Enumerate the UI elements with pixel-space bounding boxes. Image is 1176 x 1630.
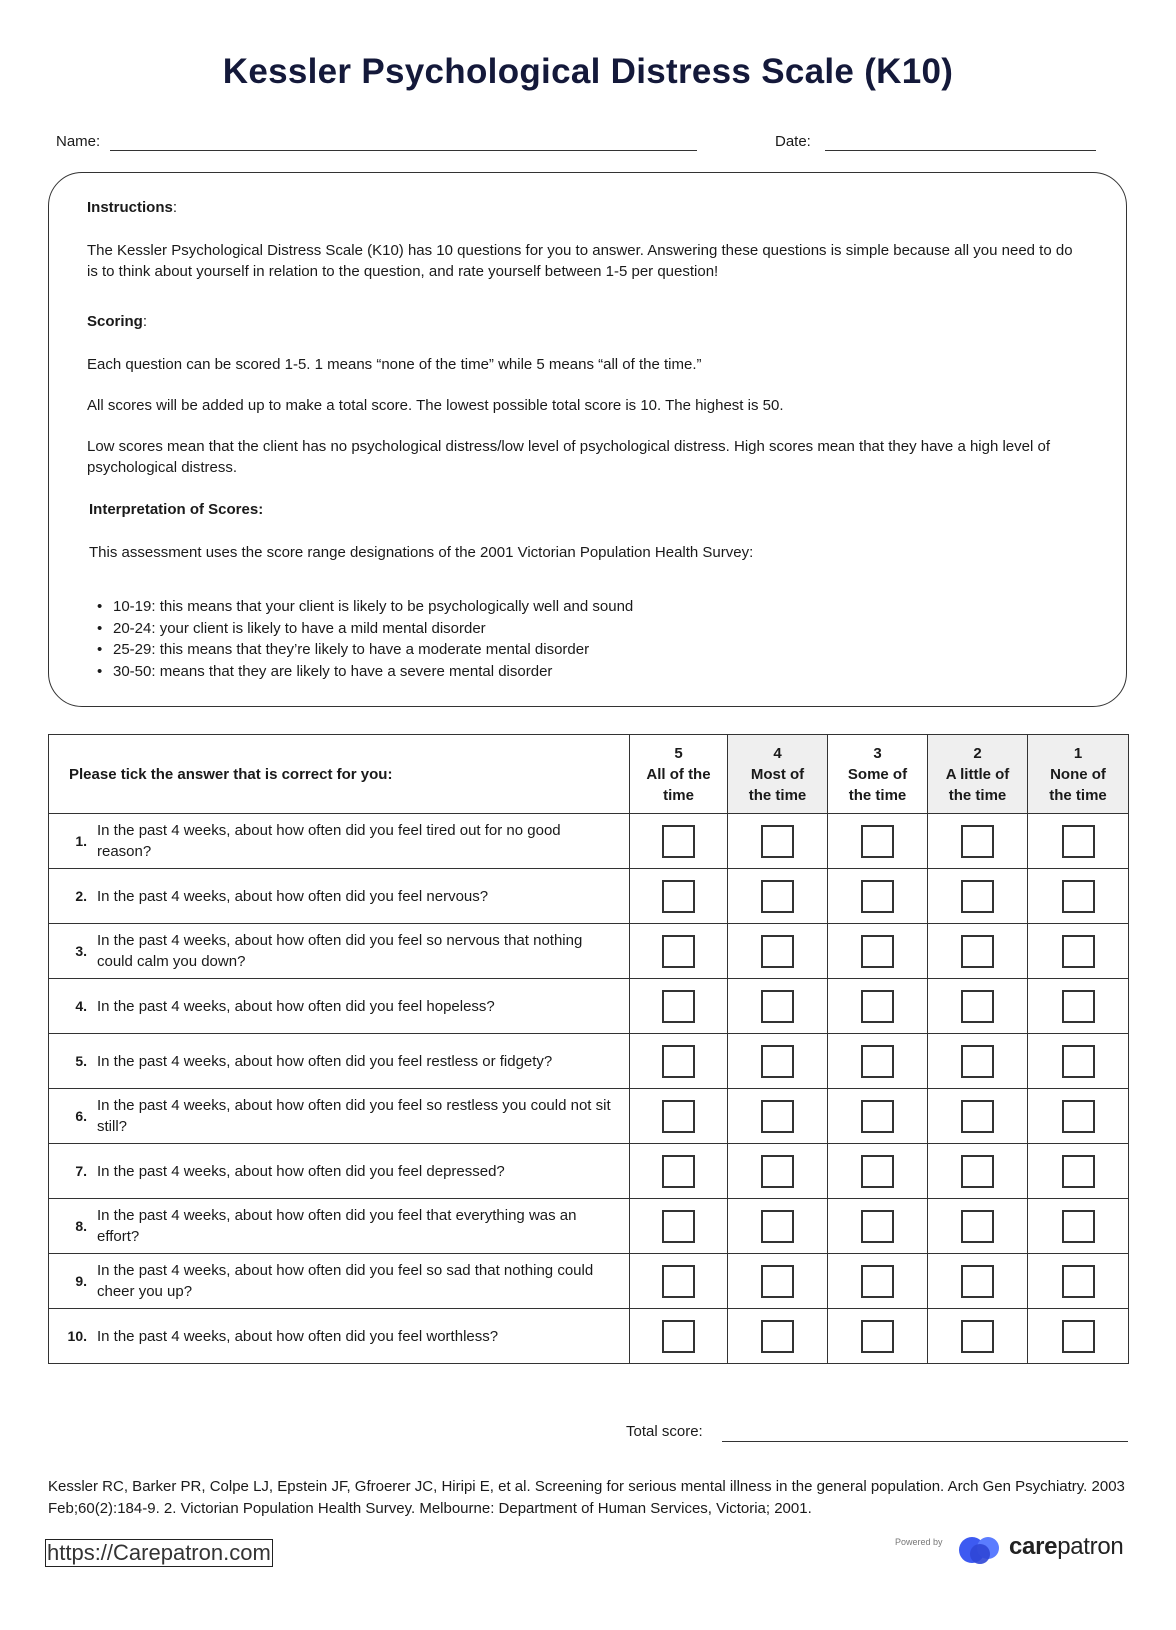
table-row: [49, 1309, 1129, 1364]
answer-cell: [1028, 1034, 1129, 1089]
question-text: In the past 4 weeks, about how often did you feel so sad that nothing could cheer you up?: [97, 1262, 594, 1300]
powered-by-label: Powered by: [895, 1537, 943, 1547]
checkbox-score-2[interactable]: [961, 1210, 994, 1243]
answer-cell: [928, 1309, 1028, 1364]
checkbox-score-5[interactable]: [662, 1100, 695, 1133]
checkbox-score-3[interactable]: [861, 990, 894, 1023]
checkbox-score-4[interactable]: [761, 1155, 794, 1188]
carepatron-link[interactable]: https://Carepatron.com: [47, 1540, 271, 1565]
answer-cell: [728, 1254, 828, 1309]
answer-cell: [728, 1199, 828, 1254]
question-number: 7.: [75, 1163, 87, 1179]
question-number: 3.: [75, 943, 87, 959]
question-cell: [49, 979, 630, 1034]
checkbox-score-3[interactable]: [861, 1265, 894, 1298]
table-row: [49, 1144, 1129, 1199]
table-row: [49, 1199, 1129, 1254]
question-number: 2.: [75, 888, 87, 904]
checkbox-score-2[interactable]: [961, 1045, 994, 1078]
question-text: In the past 4 weeks, about how often did you feel so nervous that nothing could calm you down?: [97, 932, 583, 970]
checkbox-score-4[interactable]: [761, 880, 794, 913]
checkbox-score-2[interactable]: [961, 1155, 994, 1188]
table-row: [49, 979, 1129, 1034]
answer-cell: [728, 1089, 828, 1144]
option-header-3: 3 Some of the time: [828, 735, 928, 814]
checkbox-score-5[interactable]: [662, 1045, 695, 1078]
answer-cell: [728, 869, 828, 924]
answer-cell: [928, 1144, 1028, 1199]
carepatron-brand: carepatron: [1009, 1533, 1124, 1560]
answer-cell: [1028, 1309, 1129, 1364]
question-number: 8.: [75, 1218, 87, 1234]
question-text: In the past 4 weeks, about how often did you feel worthless?: [97, 1327, 499, 1345]
question-cell: [49, 814, 630, 869]
checkbox-score-1[interactable]: [1062, 1265, 1095, 1298]
page-title: Kessler Psychological Distress Scale (K10): [222, 52, 954, 91]
option-header-4: 4 Most of the time: [728, 735, 828, 814]
checkbox-score-1[interactable]: [1062, 1210, 1095, 1243]
instructions-text: The Kessler Psychological Distress Scale (K10) has 10 questions for you to answer. Answering these questions is simple because all you need to do is to think about yourself in relation to the question, and rate yourself between 1-5 per question!: [87, 242, 1073, 280]
answer-cell: [630, 1034, 728, 1089]
answer-cell: [630, 1089, 728, 1144]
question-number: 1.: [75, 833, 87, 849]
answer-cell: [630, 924, 728, 979]
question-cell: [49, 1309, 630, 1364]
answer-cell: [828, 1199, 928, 1254]
date-field[interactable]: [825, 150, 1096, 151]
answer-cell: [1028, 814, 1129, 869]
name-field[interactable]: [110, 150, 697, 151]
checkbox-score-4[interactable]: [761, 990, 794, 1023]
checkbox-score-1[interactable]: [1062, 990, 1095, 1023]
answer-cell: [828, 814, 928, 869]
question-text: In the past 4 weeks, about how often did you feel nervous?: [97, 887, 489, 905]
option-header-5: 5 All of the time: [630, 735, 728, 814]
question-text: In the past 4 weeks, about how often did you feel hopeless?: [97, 997, 495, 1015]
instructions-panel: [48, 172, 1127, 707]
checkbox-score-5[interactable]: [662, 825, 695, 858]
answer-cell: [630, 814, 728, 869]
checkbox-score-3[interactable]: [861, 935, 894, 968]
answer-cell: [630, 979, 728, 1034]
table-row: [49, 1254, 1129, 1309]
interpretation-list: [89, 596, 633, 682]
answer-cell: [630, 869, 728, 924]
checkbox-score-2[interactable]: [961, 1265, 994, 1298]
question-number: 9.: [75, 1273, 87, 1289]
checkbox-score-5[interactable]: [662, 1265, 695, 1298]
scoring-text-1: Each question can be scored 1-5. 1 means “none of the time” while 5 means “all of the time.”: [87, 356, 702, 373]
answer-cell: [928, 869, 1028, 924]
answer-cell: [828, 924, 928, 979]
checkbox-score-4[interactable]: [761, 1045, 794, 1078]
interpretation-heading: Interpretation of Scores:: [89, 501, 264, 518]
list-item: • 10-19: this means that your client is likely to be psychologically well and sound: [97, 598, 634, 615]
checkbox-score-3[interactable]: [861, 825, 894, 858]
option-header-2: 2 A little of the time: [928, 735, 1028, 814]
answer-cell: [928, 814, 1028, 869]
checkbox-score-1[interactable]: [1062, 1045, 1095, 1078]
answer-cell: [1028, 1144, 1129, 1199]
checkbox-score-4[interactable]: [761, 1320, 794, 1353]
checkbox-score-2[interactable]: [961, 990, 994, 1023]
checkbox-score-2[interactable]: [961, 825, 994, 858]
checkbox-score-3[interactable]: [861, 1045, 894, 1078]
list-item: • 30-50: means that they are likely to have a severe mental disorder: [97, 662, 553, 680]
answer-cell: [728, 1309, 828, 1364]
checkbox-score-5[interactable]: [662, 1320, 695, 1353]
answer-cell: [630, 1309, 728, 1364]
k10-questionnaire-table: [48, 734, 1129, 1364]
answer-cell: [1028, 1254, 1129, 1309]
carepatron-logo-icon: [958, 1534, 1006, 1566]
answer-cell: [928, 1199, 1028, 1254]
list-item: • 20-24: your client is likely to have a mild mental disorder: [97, 619, 486, 637]
name-label: Name:: [56, 133, 101, 150]
question-text: In the past 4 weeks, about how often did you feel so restless you could not sit still?: [97, 1097, 611, 1135]
answer-cell: [828, 1144, 928, 1199]
checkbox-score-5[interactable]: [662, 935, 695, 968]
checkbox-score-1[interactable]: [1062, 935, 1095, 968]
table-row: [49, 814, 1129, 869]
answer-cell: [630, 1199, 728, 1254]
checkbox-score-1[interactable]: [1062, 1155, 1095, 1188]
table-row: [49, 924, 1129, 979]
question-cell: [49, 924, 630, 979]
checkbox-score-3[interactable]: [861, 1320, 894, 1353]
question-cell: [49, 1199, 630, 1254]
scoring-heading: Scoring:: [87, 313, 148, 330]
answer-cell: [630, 1254, 728, 1309]
table-row: [49, 869, 1129, 924]
answer-cell: [1028, 1089, 1129, 1144]
answer-cell: [728, 979, 828, 1034]
interpretation-intro: This assessment uses the score range designations of the 2001 Victorian Population Health Survey:: [89, 544, 754, 561]
question-number: 5.: [75, 1053, 87, 1069]
date-label: Date:: [775, 133, 811, 150]
answer-cell: [728, 1144, 828, 1199]
question-number: 6.: [75, 1108, 87, 1124]
checkbox-score-2[interactable]: [961, 880, 994, 913]
answer-cell: [1028, 1199, 1129, 1254]
checkbox-score-3[interactable]: [861, 1210, 894, 1243]
question-cell: [49, 1254, 630, 1309]
answer-cell: [928, 924, 1028, 979]
question-text: In the past 4 weeks, about how often did you feel depressed?: [97, 1162, 505, 1180]
answer-cell: [828, 979, 928, 1034]
question-number: 4.: [75, 998, 87, 1014]
table-header-row: [49, 735, 1129, 814]
answer-cell: [828, 1034, 928, 1089]
answer-cell: [828, 1089, 928, 1144]
scoring-text-3: Low scores mean that the client has no psychological distress/low level of psychological distress. High scores mean that they have a high level of psychological distress.: [87, 438, 1051, 476]
checkbox-score-2[interactable]: [961, 1100, 994, 1133]
checkbox-score-4[interactable]: [761, 935, 794, 968]
checkbox-score-2[interactable]: [961, 1320, 994, 1353]
option-header-1: 1 None of the time: [1028, 735, 1129, 814]
answer-cell: [928, 1254, 1028, 1309]
table-row: [49, 1089, 1129, 1144]
checkbox-score-5[interactable]: [662, 1155, 695, 1188]
question-cell: [49, 1144, 630, 1199]
table-row: [49, 1034, 1129, 1089]
checkbox-score-5[interactable]: [662, 880, 695, 913]
checkbox-score-3[interactable]: [861, 1100, 894, 1133]
question-number: 10.: [67, 1328, 87, 1344]
checkbox-score-3[interactable]: [861, 1155, 894, 1188]
answer-cell: [728, 924, 828, 979]
checkbox-score-1[interactable]: [1062, 825, 1095, 858]
answer-cell: [928, 1034, 1028, 1089]
reference-citation: Kessler RC, Barker PR, Colpe LJ, Epstein JF, Gfroerer JC, Hiripi E, et al. Screening for serious mental illness in the general population. Arch Gen Psychiatry. 2003 Feb;60(2):184-9. 2. Victorian Population Health Survey. Melbourne: Department of Human Services, Victoria; 2001.: [48, 1478, 1125, 1517]
scoring-text-2: All scores will be added up to make a total score. The lowest possible total score is 10. The highest is 50.: [87, 397, 784, 414]
checkbox-score-5[interactable]: [662, 1210, 695, 1243]
question-cell: [49, 869, 630, 924]
table-prompt: Please tick the answer that is correct for you:: [49, 735, 630, 814]
question-text: In the past 4 weeks, about how often did you feel that everything was an effort?: [97, 1207, 577, 1245]
answer-cell: [928, 1089, 1028, 1144]
answer-cell: [828, 869, 928, 924]
answer-cell: [1028, 979, 1129, 1034]
instructions-heading: Instructions:: [87, 199, 178, 216]
answer-cell: [928, 979, 1028, 1034]
answer-cell: [828, 1309, 928, 1364]
checkbox-score-2[interactable]: [961, 935, 994, 968]
answer-cell: [1028, 924, 1129, 979]
checkbox-score-4[interactable]: [761, 1265, 794, 1298]
list-item: • 25-29: this means that they’re likely to have a moderate mental disorder: [97, 641, 590, 658]
answer-cell: [728, 814, 828, 869]
checkbox-score-3[interactable]: [861, 880, 894, 913]
checkbox-score-4[interactable]: [761, 825, 794, 858]
checkbox-score-1[interactable]: [1062, 1100, 1095, 1133]
checkbox-score-5[interactable]: [662, 990, 695, 1023]
total-score-label: Total score:: [626, 1423, 703, 1440]
answer-cell: [1028, 869, 1129, 924]
question-cell: [49, 1034, 630, 1089]
answer-cell: [630, 1144, 728, 1199]
checkbox-score-4[interactable]: [761, 1100, 794, 1133]
checkbox-score-1[interactable]: [1062, 880, 1095, 913]
answer-cell: [828, 1254, 928, 1309]
question-cell: [49, 1089, 630, 1144]
checkbox-score-1[interactable]: [1062, 1320, 1095, 1353]
checkbox-score-4[interactable]: [761, 1210, 794, 1243]
total-score-field[interactable]: [722, 1441, 1128, 1442]
question-text: In the past 4 weeks, about how often did you feel restless or fidgety?: [97, 1052, 553, 1070]
answer-cell: [728, 1034, 828, 1089]
question-text: In the past 4 weeks, about how often did you feel tired out for no good reason?: [97, 822, 561, 860]
